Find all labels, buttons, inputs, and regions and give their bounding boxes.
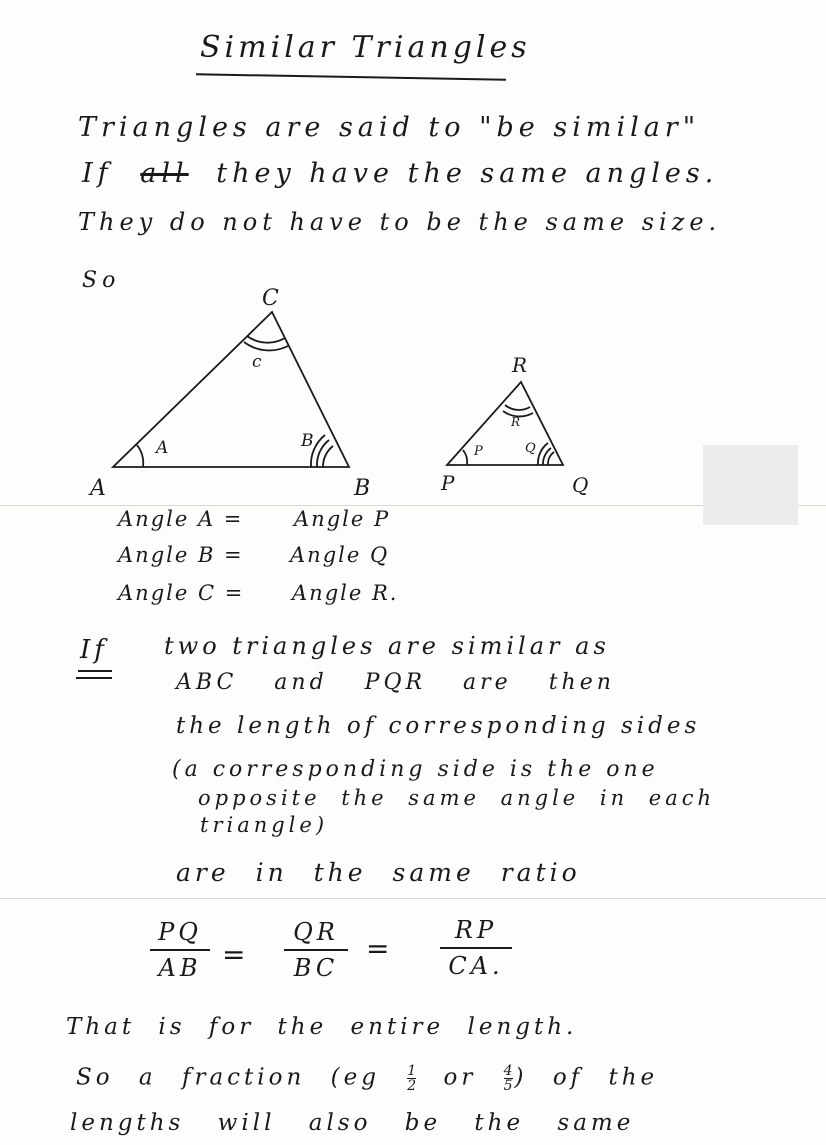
rule-line-4: (a corresponding side is the one bbox=[172, 757, 659, 782]
intro-if: If bbox=[82, 158, 113, 189]
angle-label-q: Q bbox=[525, 441, 536, 456]
intro-line-1: Triangles are said to "be similar" bbox=[78, 112, 701, 143]
equality-left: Angle B = bbox=[118, 543, 244, 567]
fraction-four-fifths bbox=[504, 1064, 513, 1093]
closing-line-2-end: ) of the bbox=[514, 1064, 659, 1091]
fraction-bar bbox=[150, 949, 210, 951]
equality-left: Angle C = bbox=[118, 581, 245, 605]
equals-sign: = bbox=[222, 938, 246, 971]
mini-denominator: 5 bbox=[503, 1078, 513, 1094]
equality-right: Angle P bbox=[294, 507, 391, 531]
angle-label-b: B bbox=[301, 431, 314, 451]
rule-line-5: opposite the same angle in each bbox=[198, 786, 716, 810]
rule-line-6: triangle) bbox=[200, 813, 329, 837]
closing-or: or bbox=[443, 1064, 477, 1091]
closing-line-1: That is for the entire length. bbox=[66, 1014, 578, 1040]
triangle-diagram bbox=[0, 280, 826, 510]
vertex-label-q: Q bbox=[572, 473, 589, 497]
page-title: Similar Triangles bbox=[200, 30, 531, 65]
ratio-fraction-rp-ca bbox=[440, 915, 512, 981]
equality-right: Angle R. bbox=[292, 581, 399, 605]
ratio-fraction-pq-ab bbox=[150, 917, 210, 983]
angle-arc-q bbox=[548, 452, 554, 465]
intro-line-2-rest: they have the same angles. bbox=[216, 158, 719, 189]
equality-left: Angle A = bbox=[118, 507, 244, 531]
intro-line-3: They do not have to be the same size. bbox=[78, 208, 722, 236]
fraction-numerator: PQ bbox=[158, 918, 202, 946]
angle-arc-p bbox=[463, 450, 467, 465]
fraction-numerator: RP bbox=[454, 916, 498, 944]
angle-arc-c bbox=[247, 336, 285, 343]
fraction-half bbox=[407, 1064, 416, 1093]
intro-so: So bbox=[82, 268, 121, 293]
angle-arc-a bbox=[137, 445, 143, 467]
vertex-label-a: A bbox=[90, 476, 106, 501]
rule-line-7: are in the same ratio bbox=[176, 858, 581, 887]
closing-line-2 bbox=[76, 1064, 658, 1093]
intro-line-2 bbox=[82, 158, 718, 189]
angle-label-r: R bbox=[511, 415, 521, 429]
angle-arc-b bbox=[323, 446, 333, 467]
equals-sign: = bbox=[366, 932, 390, 965]
title-underline bbox=[196, 73, 506, 80]
fraction-denominator: AB bbox=[158, 954, 202, 982]
angle-arc-r bbox=[505, 405, 530, 410]
angle-label-p: P bbox=[474, 444, 483, 459]
fraction-bar bbox=[284, 949, 348, 951]
closing-line-2-start: So a fraction (eg bbox=[76, 1064, 380, 1091]
fraction-denominator: BC bbox=[293, 954, 339, 982]
rule-line-2: ABC and PQR are then bbox=[176, 670, 615, 695]
fold-line bbox=[0, 898, 826, 899]
vertex-label-b: B bbox=[354, 476, 371, 501]
rule-line-3: the length of corresponding sides bbox=[176, 713, 701, 739]
ratio-fraction-qr-bc bbox=[284, 917, 348, 983]
vertex-label-p: P bbox=[441, 471, 455, 495]
rule-line-1: two triangles are similar as bbox=[164, 632, 610, 660]
if-underline bbox=[78, 670, 112, 672]
mini-numerator: 1 bbox=[407, 1063, 417, 1079]
struck-word: all bbox=[140, 158, 189, 189]
fraction-bar bbox=[440, 947, 512, 949]
vertex-label-r: R bbox=[512, 353, 528, 377]
if-underline bbox=[76, 677, 112, 679]
fraction-numerator: QR bbox=[293, 918, 339, 946]
mini-numerator: 4 bbox=[503, 1063, 513, 1079]
closing-line-3: lengths will also be the same bbox=[70, 1110, 635, 1136]
vertex-label-c: C bbox=[262, 286, 279, 311]
triangle-pqr bbox=[447, 382, 563, 465]
angle-label-a: A bbox=[156, 438, 169, 458]
angle-equality-row bbox=[118, 507, 390, 531]
fraction-denominator: CA. bbox=[448, 952, 504, 980]
equality-right: Angle Q bbox=[290, 543, 390, 567]
angle-label-c: c bbox=[252, 352, 262, 372]
angle-equality-row bbox=[118, 543, 389, 567]
mini-denominator: 2 bbox=[407, 1078, 417, 1094]
angle-equality-row bbox=[118, 581, 398, 605]
rule-if: If bbox=[80, 635, 108, 665]
triangle-abc bbox=[113, 312, 349, 467]
